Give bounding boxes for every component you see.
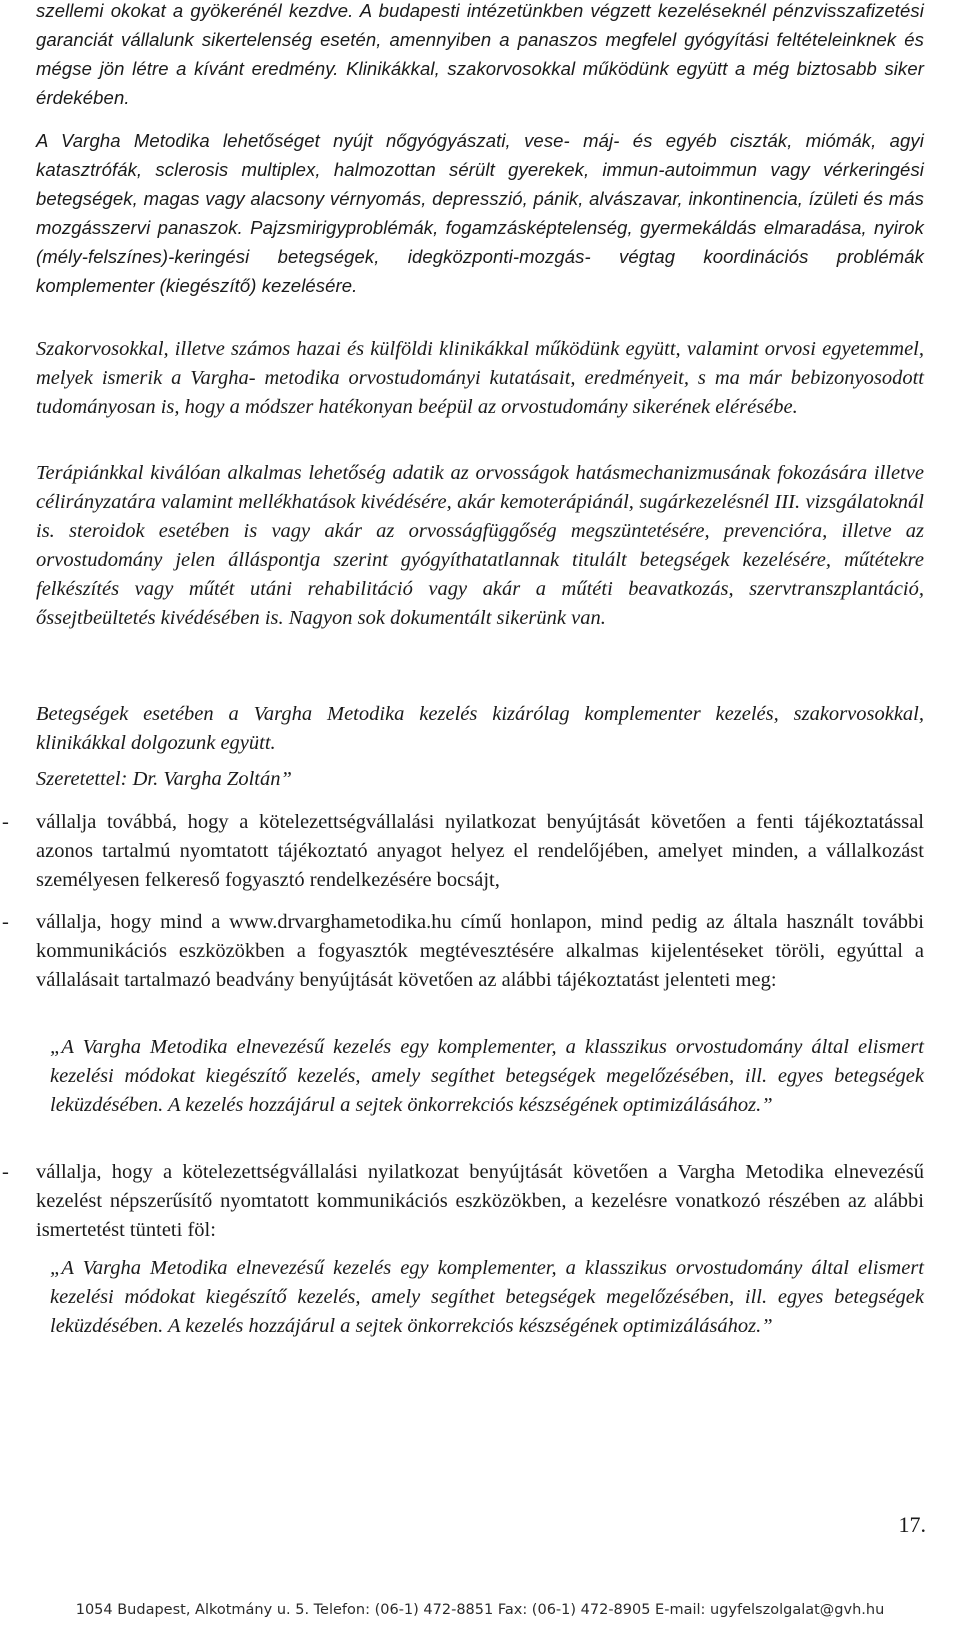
bullet-marker: - [2,811,9,833]
bullet-item-3: vállalja, hogy a kötelezettségvállalási nyilatkozat benyújtását követően a Vargha Metodika elnevezésű kezelést népszerűsítő nyomtatott kommunikációs eszközökben, a kezelésre vonatkozó részében az alábbi ismertetést tünteti föl: [36,1161,924,1241]
quote-block-1: „A Vargha Metodika elnevezésű kezelés egy komplementer, a klasszikus orvostudomány által elismert kezelési módokat kiegészítő kezelés, amely segíthet betegségek megelőzésében, ill. egyes betegségek leküzdésében. A kezelés hozzájárul a sejtek önkorrekciós készségének optimizálásához.” [50,1036,924,1116]
paragraph-cooperation: Szakorvosokkal, illetve számos hazai és külföldi klinikákkal működünk együtt, valamint orvosi egyetemmel, melyek ismerik a Vargha- metodika orvostudományi kutatásait, eredményeit, s ma már bebizonyosodott tudományosan is, hogy a módszer hatékonyan beépül az orvostudomány sikerének elérésébe. [36,338,924,418]
bullet-marker: - [2,1161,9,1183]
paragraph-complementary: Betegségek esetében a Vargha Metodika kezelés kizárólag komplementer kezelés, szakorvosokkal, klinikákkal dolgozunk együtt. [36,703,924,754]
bullet-item-1: vállalja továbbá, hogy a kötelezettségvállalási nyilatkozat benyújtását követően a fenti tájékoztatással azonos tartalmú nyomtatott tájékoztató anyagot helyez el rendelőjében, amelyet minden, a vállalkozást személyesen felkereső fogyasztó rendelkezésére bocsájt, [36,811,924,891]
quote-block-2: „A Vargha Metodika elnevezésű kezelés egy komplementer, a klasszikus orvostudomány által elismert kezelési módokat kiegészítő kezelés, amely segíthet betegségek megelőzésében, ill. egyes betegségek leküzdésében. A kezelés hozzájárul a sejtek önkorrekciós készségének optimizálásához.” [50,1257,924,1337]
signature-line: Szeretettel: Dr. Vargha Zoltán” [36,768,292,790]
paragraph-guarantee: szellemi okokat a gyökerénél kezdve. A budapesti intézetünkben végzett kezeléseknél pénzvisszafizetési garanciát vállalunk sikertelenség esetén, amennyiben a panaszos megfelel gyógyítási feltételeinknek és mégse jön létre a kívánt eredmény. Klinikákkal, szakorvosokkal működünk együtt a még biztosabb siker érdekében. [36,0,924,108]
paragraph-therapy: Terápiánkkal kiválóan alkalmas lehetőség adatik az orvosságok hatásmechanizmusának fokozására illetve célirányzatára valamint mellékhatások kivédésére, akár kemoterápiánál, sugárkezelésnél III. vizsgálatoknál is. steroidok esetében is vagy akár az orvosságfüggőség megszüntetésére, prevencióra, illetve az orvostudomány jelen álláspontja szerint gyógyíthatatlannak titulált betegségek kezelésére, műtétekre felkészítés vagy műtét utáni rehabilitáció vagy akár a műtéti beavatkozás, szervtranszplantáció, őssejtbeültetés kivédésében is. Nagyon sok dokumentált sikerünk van. [36,462,924,629]
page-number: 17. [898,1512,926,1537]
paragraph-conditions: A Vargha Metodika lehetőséget nyújt nőgyógyászati, vese- máj- és egyéb ciszták, miómák, agyi katasztrófák, sclerosis multiplex, halmozottan sérült gyerekek, immun-autoimmun vagy vérkeringési betegségek, magas vagy alacsony vérnyomás, depresszió, pánik, alvászavar, inkontinencia, ízületi és más mozgásszervi panaszok. Pajzsmirigyproblémák, fogamzásképtelenség, gyermekáldás elmaradása, nyirok (mély-felszínes)-keringési betegségek, idegközponti-mozgás- végtag koordinációs problémák komplementer (kiegészítő) kezelésére. [36,130,924,296]
bullet-item-2: vállalja, hogy mind a www.drvarghametodika.hu című honlapon, mind pedig az általa használt további kommunikációs eszközökben a fogyasztók megtévesztésére alkalmas kijelentéseket töröli, egyúttal a vállalásait tartalmazó beadvány benyújtását követően az alábbi tájékoztatást jelenteti meg: [36,911,924,991]
page-footer: 1054 Budapest, Alkotmány u. 5. Telefon: (06-1) 472-8851 Fax: (06-1) 472-8905 E-mail: ugyfelszolgalat@gvh.hu [75,1602,885,1618]
bullet-marker: - [2,911,9,933]
